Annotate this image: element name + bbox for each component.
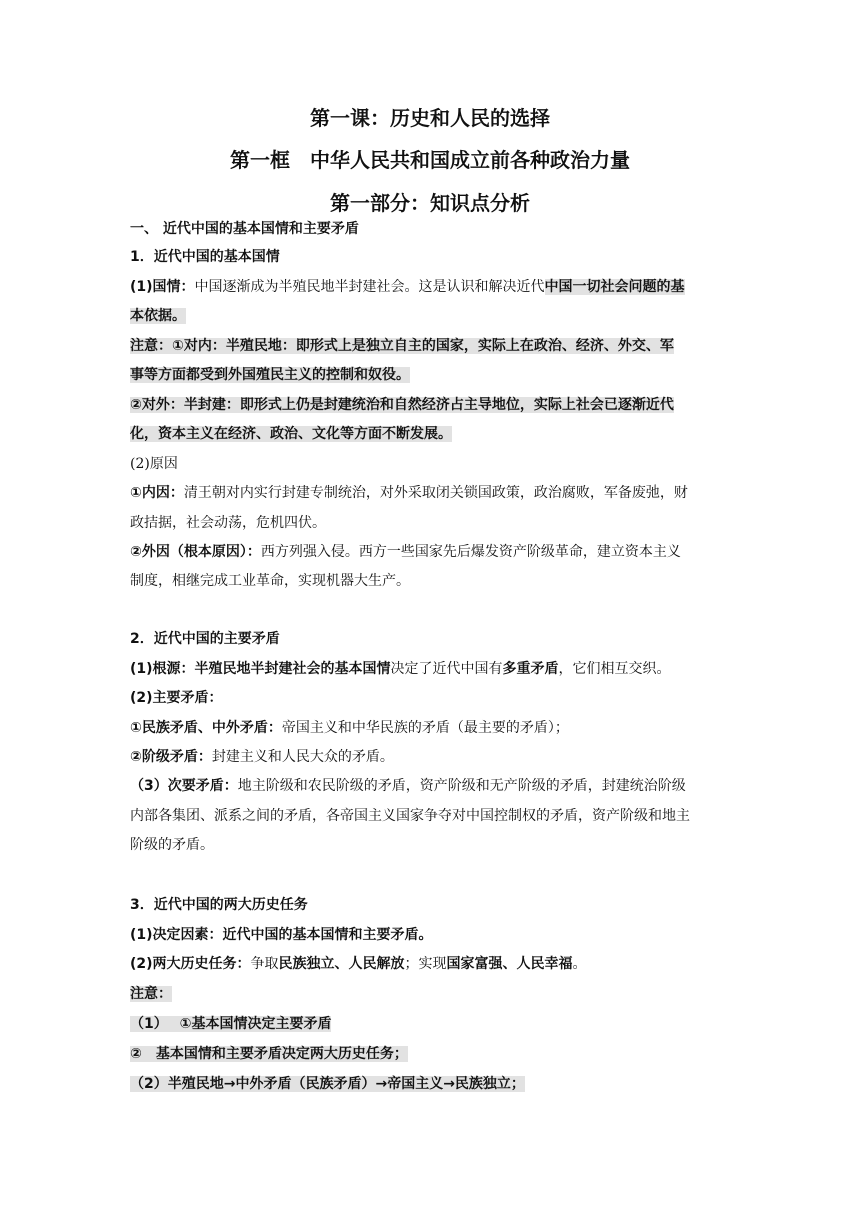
paragraph: 政拮据，社会动荡，危机四伏。	[130, 515, 326, 531]
bold-text: 民族独立、人民解放	[278, 956, 405, 972]
paragraph	[130, 658, 730, 680]
highlight: 注意：①对内：半殖民地：即形式上是独立自主的国家，实际上在政治、经济、外交、军	[130, 338, 674, 354]
subsection-heading: 2．近代中国的主要矛盾	[130, 631, 280, 647]
label: (2)两大历史任务：	[130, 956, 251, 972]
highlight: ② 基本国情和主要矛盾决定两大历史任务；	[130, 1046, 408, 1062]
paragraph	[130, 305, 730, 327]
paragraph	[130, 717, 730, 739]
part-title: 第一部分：知识点分析	[330, 191, 530, 215]
text: 争取	[250, 956, 279, 972]
note	[130, 1073, 730, 1095]
label: ②阶级矛盾：	[130, 749, 212, 765]
note	[130, 1043, 730, 1065]
label: (1)国情：	[130, 279, 195, 295]
text: 。	[572, 956, 587, 972]
label: ①民族矛盾、中外矛盾：	[130, 720, 282, 736]
text: 决定了近代中国有	[390, 661, 503, 677]
text: 清王朝对内实行封建专制统治，对外采取闭关锁国政策，政治腐败，军备废弛，财	[183, 485, 688, 501]
note	[130, 1013, 730, 1035]
paragraph	[130, 541, 730, 563]
paragraph: (1)决定因素：近代中国的基本国情和主要矛盾。	[130, 927, 433, 943]
highlight: 注意：	[130, 986, 172, 1002]
text: 地主阶级和农民阶级的矛盾，资产阶级和无产阶级的矛盾，封建统治阶级	[237, 778, 686, 794]
text: 西方列强入侵。西方一些国家先后爆发资产阶级革命，建立资本主义	[260, 544, 681, 560]
frame-title: 第一框 中华人民共和国成立前各种政治力量	[230, 148, 630, 172]
paragraph: (2)主要矛盾：	[130, 690, 223, 706]
text: 帝国主义和中华民族的矛盾（最主要的矛盾）；	[281, 720, 569, 736]
text: ，它们相互交织。	[558, 661, 671, 677]
label: (1)根源：半殖民地半封建社会的基本国情	[130, 661, 391, 677]
note-label	[130, 983, 730, 1005]
paragraph: 内部各集团、派系之间的矛盾，各帝国主义国家争夺对中国控制权的矛盾，资产阶级和地主	[130, 808, 690, 824]
bold-text: 多重矛盾	[502, 661, 559, 677]
highlight: （2）半殖民地→中外矛盾（民族矛盾）→帝国主义→民族独立；	[130, 1076, 525, 1092]
highlight: 化，资本主义在经济、政治、文化等方面不断发展。	[130, 426, 452, 442]
paragraph	[130, 276, 730, 298]
bold-text: 国家富强、人民幸福	[446, 956, 573, 972]
highlight: （1） ①基本国情决定主要矛盾	[130, 1016, 332, 1032]
subsection-heading: 1．近代中国的基本国情	[130, 249, 280, 265]
paragraph	[130, 482, 730, 504]
text: ；实现	[404, 956, 447, 972]
note	[130, 394, 730, 416]
paragraph: (2)原因	[130, 456, 178, 472]
paragraph: 阶级的矛盾。	[130, 837, 214, 853]
paragraph	[130, 746, 730, 768]
highlight: 中国一切社会问题的基	[544, 279, 685, 295]
label: ①内因：	[130, 485, 184, 501]
text: 中国逐渐成为半殖民地半封建社会。这是认识和解决近代	[194, 279, 545, 295]
lesson-title: 第一课：历史和人民的选择	[310, 106, 550, 130]
paragraph	[130, 775, 730, 797]
paragraph: 制度，相继完成工业革命，实现机器大生产。	[130, 573, 410, 589]
section-heading: 一、 近代中国的基本国情和主要矛盾	[130, 221, 359, 237]
highlight: ②对外：半封建：即形式上仍是封建统治和自然经济占主导地位，实际上社会已逐渐近代	[130, 397, 674, 413]
paragraph	[130, 953, 730, 975]
note	[130, 423, 730, 445]
label: ②外因（根本原因）：	[130, 544, 261, 560]
note	[130, 335, 730, 357]
label: （3）次要矛盾：	[130, 778, 238, 794]
text: 封建主义和人民大众的矛盾。	[211, 749, 394, 765]
note	[130, 364, 730, 386]
highlight: 本依据。	[130, 308, 186, 324]
subsection-heading: 3．近代中国的两大历史任务	[130, 897, 308, 913]
highlight: 事等方面都受到外国殖民主义的控制和奴役。	[130, 367, 410, 383]
